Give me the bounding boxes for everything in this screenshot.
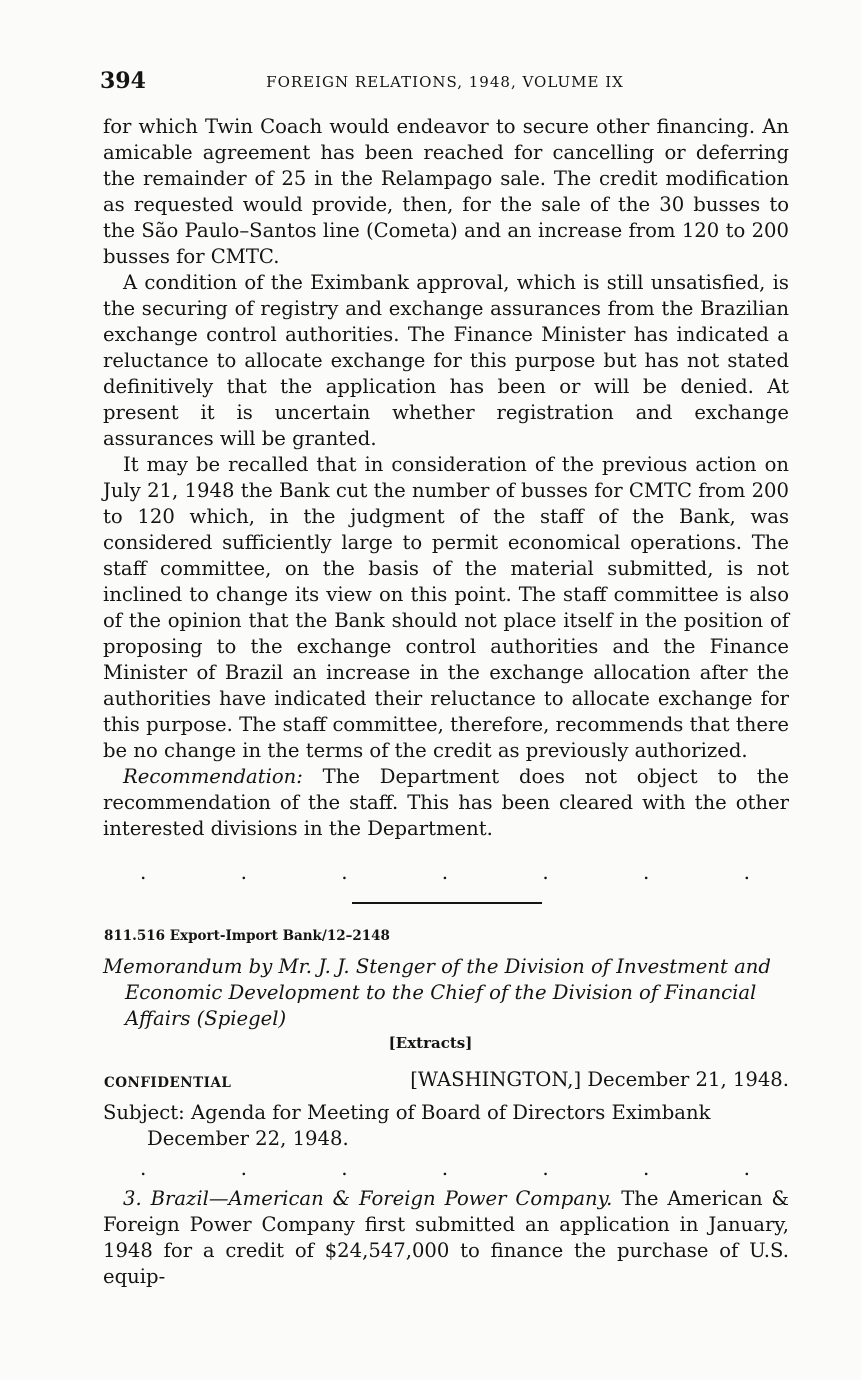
memo-title-line: Economic Development to the Chief of the Division of Financial: [125, 981, 757, 1004]
subject-continuation: December 22, 1948.: [147, 1127, 349, 1150]
page-header: [100, 68, 790, 98]
paragraph: [103, 1186, 789, 1290]
dateline: [WASHINGTON,] December 21, 1948.: [410, 1068, 789, 1091]
item-3-text: The American & Foreign Power Company first submitted an application in January, 1948 for a credit of $24,547,000 to finance the purchase of U.S. equip-: [103, 1187, 789, 1288]
subject-text: Agenda for Meeting of Board of Directors Eximbank: [184, 1101, 711, 1124]
subject-label: Subject:: [103, 1101, 185, 1124]
recommendation-label: Recommendation:: [123, 765, 303, 788]
ellipsis-dot: .: [642, 1156, 650, 1180]
ellipsis-dot: .: [240, 1156, 247, 1180]
extracts-label: [Extracts]: [388, 1034, 473, 1052]
running-head: FOREIGN RELATIONS, 1948, VOLUME IX: [266, 73, 624, 91]
ellipsis-dot: .: [341, 860, 348, 884]
ellipsis-row: [140, 860, 750, 884]
ellipsis-dot: .: [240, 860, 247, 884]
paragraph: It may be recalled that in consideration of the previous action on July 21, 1948 the Bank cut the number of busses for CMTC from 200 to 120 which, in the judgment of the staff of the Bank, was considered sufficiently large to permit economical operations. The staff committee, on the basis of the material submitted, is not inclined to change its view on this point. The staff committee is also of the opinion that the Bank should not place itself in the position of proposing to the exchange control authorities and the Finance Minister of Brazil an increase in the exchange allocation after the authorities have indicated their reluctance to allocate exchange for this purpose. The staff committee, therefore, recommends that there be no change in the terms of the credit as previously authorized.: [103, 453, 789, 762]
ellipsis-dot: .: [542, 1156, 549, 1180]
page-number: 394: [100, 68, 146, 94]
recommendation-paragraph: [103, 764, 789, 842]
paragraph: A condition of the Eximbank approval, which is still unsatisfied, is the securing of registry and exchange assurances from the Brazilian exchange control authorities. The Finance Minister has indicated a reluctance to allocate exchange for this purpose but has not stated definitively that the application has been or will be denied. At present it is uncertain whether registration and exchange assurances will be granted.: [103, 271, 789, 450]
memo-title-line: Memorandum by Mr. J. J. Stenger of the Division of Investment and: [103, 955, 771, 978]
ellipsis-dot: .: [140, 860, 147, 884]
main-text: [103, 114, 789, 842]
classification-label: CONFIDENTIAL: [104, 1075, 232, 1091]
ellipsis-dot: .: [441, 1156, 449, 1180]
ellipsis-dot: .: [743, 860, 750, 884]
ellipsis-row: [140, 1156, 750, 1180]
recommendation-text: The Department does not object to the recommendation of the staff. This has been cleared with the other interested divisions in the Department.: [103, 765, 789, 840]
paragraph: for which Twin Coach would endeavor to secure other financing. An amicable agreement has been reached for cancelling or deferring the remainder of 25 in the Relampago sale. The credit modification as requested would provide, then, for the sale of the 30 busses to the São Paulo–Santos line (Cometa) and an increase from 120 to 200 busses for CMTC.: [103, 115, 789, 268]
memo-title-line: Affairs (Spiegel): [125, 1007, 287, 1030]
ellipsis-dot: .: [441, 860, 449, 884]
ellipsis-dot: .: [140, 1156, 147, 1180]
ellipsis-dot: .: [642, 860, 650, 884]
section-divider: [352, 902, 542, 904]
ellipsis-dot: .: [542, 860, 549, 884]
file-code: 811.516 Export-Import Bank/12–2148: [104, 928, 390, 944]
ellipsis-dot: .: [341, 1156, 348, 1180]
ellipsis-dot: .: [743, 1156, 750, 1180]
item-3-paragraph: [103, 1186, 789, 1290]
memo-title: [103, 954, 793, 1032]
subject-line: [103, 1100, 793, 1152]
item-3-heading: 3. Brazil—American & Foreign Power Company.: [123, 1187, 613, 1210]
